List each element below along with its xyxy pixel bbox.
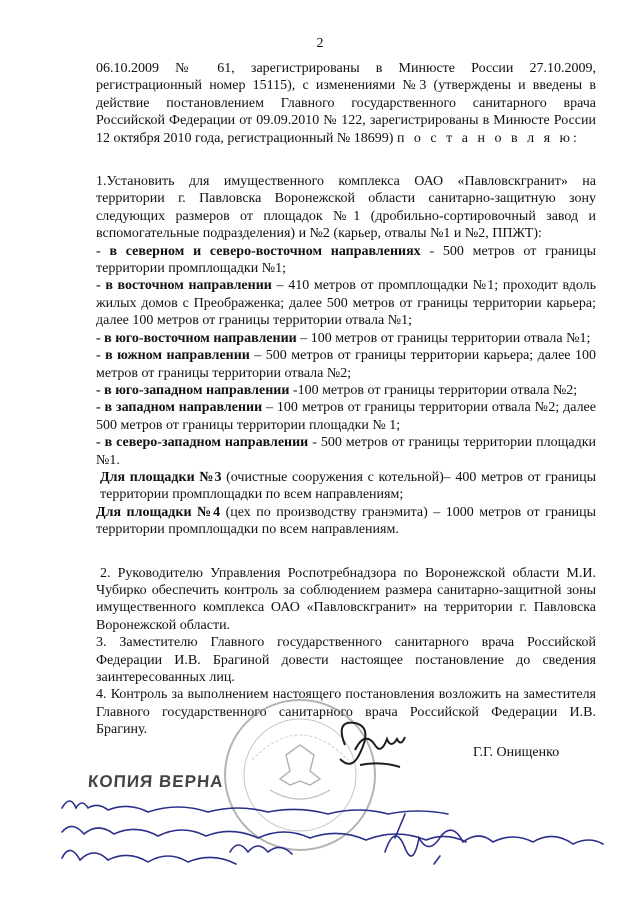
site3-label: Для площадки №3	[100, 469, 222, 485]
item4-paragraph: 4. Контроль за выполнением настоящего постановления возложить на заместителя Главного государственного санитарного врача Российской Федерации И.В. Брагину.	[96, 687, 596, 738]
direction-item	[96, 382, 596, 399]
item2-paragraph: 2. Руководителю Управления Роспотребнадзора по Воронежской области М.И. Чубирко обеспечить контроль за соблюдением размера санитарно-защитной зоны имущественного комплекса ОАО «Павловскгранит» на территории г. Павловска Воронежской области.	[96, 565, 596, 633]
direction-text: -100 метров от границы территории отвала №2;	[289, 382, 578, 398]
direction-label: - в северном и северо-восточном направлениях	[96, 243, 421, 259]
copy-stamp: КОПИЯ ВЕРНА	[87, 772, 225, 791]
direction-label: - в восточном направлении	[96, 278, 272, 294]
item1-intro: 1.Установить для имущественного комплекса ОАО «Павловскгранит» на территории г. Павловска Воронежской области санитарно-защитную зону следующих размеров от площадок №1 (дробильно-сортировочный завод и вспомогательные подразделения) и №2 (карьер, отвалы №1 и №2, ППЖТ):	[96, 174, 596, 242]
direction-label: - в южном направлении	[96, 348, 250, 364]
document-body	[96, 60, 596, 739]
site4-paragraph	[96, 504, 596, 539]
handwritten-note	[62, 801, 603, 864]
direction-label: - в северо-западном направлении	[96, 435, 309, 451]
direction-text: – 410 метров от промплощадки №1; проходит вдоль жилых домов с Преображенка; далее 500 метров от границы территории карьера; далее 100 метров от границы территории отвала №1;	[96, 278, 597, 329]
signer-name: Г.Г. Онищенко	[473, 745, 560, 760]
preamble-paragraph	[96, 60, 596, 147]
direction-text: – 100 метров от границы территории отвала №2; далее 500 метров от границы территории площадки № 1;	[96, 400, 596, 433]
item3-paragraph: 3. Заместителю Главного государственного санитарного врача Российской Федерации И.В. Брагиной довести настоящее постановление до сведения заинтересованных лиц.	[96, 635, 596, 685]
site3-paragraph	[96, 469, 596, 504]
direction-label: - в юго-восточном направлении	[96, 330, 297, 346]
page-number: 2	[316, 36, 324, 51]
site3-text: (очистные сооружения с котельной)– 400 метров от границы территории промплощадки по всем направлениям;	[100, 469, 596, 503]
site4-label: Для площадки №4	[96, 504, 221, 520]
direction-label: - в юго-западном направлении	[96, 382, 290, 398]
site4-text: (цех по производству гранэмита) – 1000 метров от границы территории промплощадки по всем направлениям.	[96, 504, 597, 538]
direction-label: - в западном направлении	[96, 400, 263, 416]
direction-item	[96, 434, 596, 469]
direction-item	[96, 399, 596, 434]
direction-item	[96, 330, 596, 347]
direction-text: – 100 метров от границы территории отвала №1;	[296, 330, 591, 346]
preamble-text: 06.10.2009 № 61, зарегистрированы в Минюсте России 27.10.2009, регистрационный номер 15115), с изменениями №3 (утверждены и введены в действие постановлением Главного государственного санитарного врача Российской Федерации от 09.09.2010 № 122, зарегистрированы в Минюсте России 12 октября 2010 года, регистрационный № 18699)	[96, 61, 596, 146]
direction-item	[96, 277, 596, 329]
direction-text: - 500 метров от границы территории площадки №1.	[96, 435, 596, 468]
direction-text: - 500 метров от границы территории промплощадки №1;	[96, 243, 596, 277]
direction-item	[96, 243, 596, 278]
decree-word: п о с т а н о в л я ю:	[396, 130, 580, 146]
direction-text: – 500 метров от границы территории карьера; далее 100 метров от границы территории отвала №2;	[96, 348, 596, 381]
direction-item	[96, 347, 596, 382]
